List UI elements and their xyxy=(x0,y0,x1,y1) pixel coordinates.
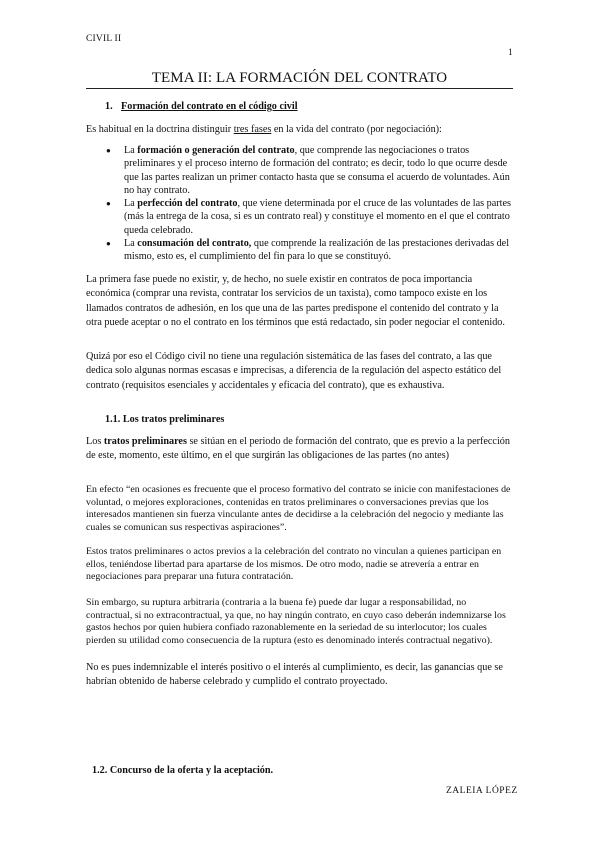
intro-paragraph xyxy=(86,123,513,137)
phase-post: , que comprende las negociaciones o tratos preliminares y el proceso interno de formación del contrato; es decir, todo lo que ocurre desde que las partes realizan un primer contacto hasta que se consuma el acuerdo de voluntades. Aún no hay contrato. xyxy=(124,145,510,196)
section-heading-1-1: 1.1. Los tratos preliminares xyxy=(105,414,225,425)
intro-underlined: tres fases xyxy=(233,124,272,135)
list-item xyxy=(86,237,513,264)
list-item xyxy=(86,197,513,237)
list-item xyxy=(86,144,513,197)
paragraph-first-phase: La primera fase puede no existir, y, de hecho, no suele existir en contratos de poca importancia económica (comprar una revista, contratar los servicios de un taxista), como tampoco existe en los llamados contratos de adhesión, en los que una de las partes predispone el contenido del contrato y la otra puede aceptar o no el contrato en los términos que está redactado, sin poder negociar el contenido. xyxy=(86,274,505,329)
phase-post: que comprende la realización de las prestaciones derivadas del mismo, esto es, el cumplimiento del fin para lo que se constituyó. xyxy=(124,238,510,263)
page-number: 1 xyxy=(508,48,513,58)
intro-text-post: en la vida del contrato (por negociación): xyxy=(271,124,442,135)
footer-author: ZALEIA LÓPEZ xyxy=(446,786,518,796)
phase-bold: formación o generación del contrato xyxy=(137,145,295,156)
paragraph-ruptura: Sin embargo, su ruptura arbitraria (contraria a la buena fe) puede dar lugar a responsabilidad, no contractual, si no extracontractual, ya que, no hay ningún contrato, en cuyo caso deberán indemnizarse los gastos hechos por quien hubiera confiado razonablemente en la seriedad de su interlocutor; los cuales pierden su utilidad como consecuencia de la ruptura (esto es denominado interés contractual negativo). xyxy=(86,597,506,646)
paragraph-no-vinculan: Estos tratos preliminares o actos previos a la celebración del contrato no vinculan a quienes participan en ellos, teniéndose libertad para apartarse de los mismos. De otro modo, nadie se atrevería a entrar en negociaciones para preparar una futura contratación. xyxy=(86,546,502,583)
phase-pre: La xyxy=(124,198,138,210)
tratos-post: se sitúan en el periodo de formación del contrato, que es previo a la perfección de este, momento, este último, en el que surgirán las obligaciones de las partes (no antes) xyxy=(86,436,510,462)
section-heading-1 xyxy=(105,100,532,114)
phase-post: , que viene determinada por el cruce de las voluntades de las partes (más la entrega de la cosa, si es un contrato real) y constituye el momento en el que el contrato queda celebrado. xyxy=(124,198,511,236)
phase-bold: consumación del contrato, xyxy=(137,238,252,250)
paragraph-en-efecto: En efecto “en ocasiones es frecuente que el proceso formativo del contrato se inicie con manifestaciones de voluntad, o mejores exploraciones, contenidas en tratos preliminares o conversaciones previas que los interesados mantienen sin fuerza vinculante antes de decidirse a la celebración del negocio y mediante las cuales se comunican sus respectivas aspiraciones”. xyxy=(86,484,511,533)
paragraph-codigo-civil: Quizá por eso el Código civil no tiene una regulación sistemática de las fases del contrato, a las que dedica solo algunas normas escasas e imprecisas, a diferencia de la regulación del aspecto estático del contrato (requisitos esenciales y accidentales y eficacia del contrato), que es exhaustiva. xyxy=(86,351,502,391)
intro-text-pre: Es habitual en la doctrina distinguir xyxy=(86,124,234,135)
paragraph-tratos xyxy=(86,435,513,464)
section-title: Formación del contrato en el código civil xyxy=(121,101,298,112)
bullet-icon: ● xyxy=(106,146,111,155)
phases-list xyxy=(86,144,513,264)
paragraph-indemnizable: No es pues indemnizable el interés positivo o el interés al cumplimiento, es decir, las ganancias que se habrían obtenido de haberse celebrado y cumplido el contrato proyectado. xyxy=(86,662,503,688)
section-heading-1-2: 1.2. Concurso de la oferta y la aceptación. xyxy=(92,765,274,776)
phase-pre: La xyxy=(124,145,138,156)
bullet-icon: ● xyxy=(106,199,111,209)
phase-pre: La xyxy=(124,238,138,250)
page-title: TEMA II: LA FORMACIÓN DEL CONTRATO xyxy=(86,70,513,89)
phase-bold: perfección del contrato xyxy=(137,198,238,210)
header-course: CIVIL II xyxy=(86,34,122,44)
tratos-bold: tratos preliminares xyxy=(103,436,187,447)
tratos-pre: Los xyxy=(86,436,104,447)
section-number: 1. xyxy=(105,101,113,112)
bullet-icon: ● xyxy=(106,239,111,249)
